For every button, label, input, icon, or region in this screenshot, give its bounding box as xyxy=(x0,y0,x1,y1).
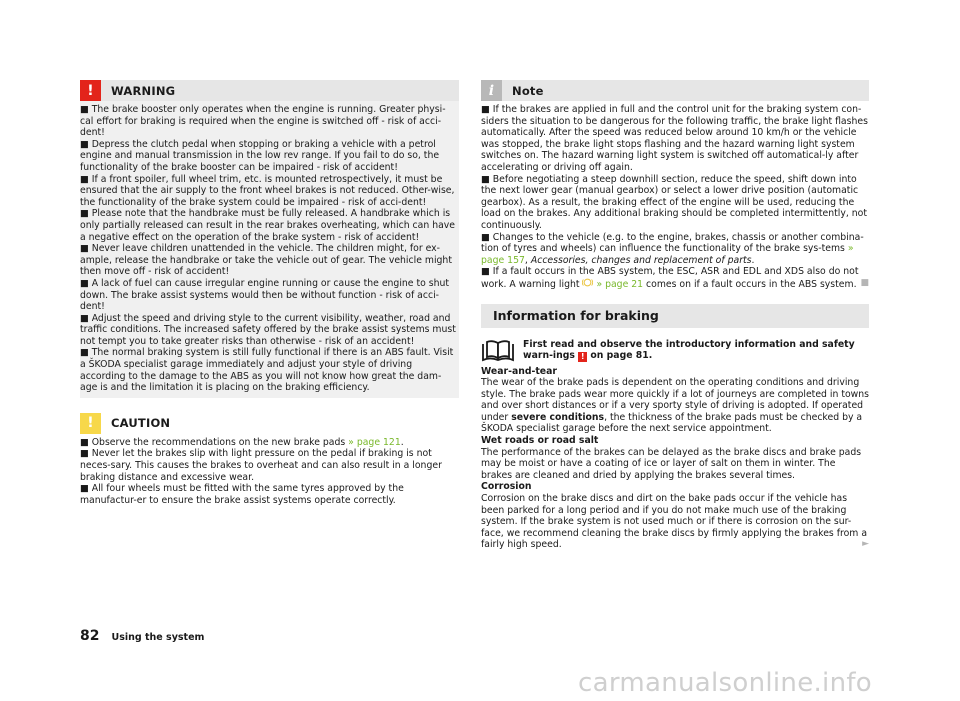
note-title: Note xyxy=(512,83,544,98)
page-section-title: Using the system xyxy=(111,632,205,643)
note-item-text: . xyxy=(751,254,755,266)
page-link[interactable]: » page 157 xyxy=(481,243,854,266)
open-book-icon xyxy=(481,339,515,363)
subheading-wear: Wear-and-tear xyxy=(481,365,557,377)
intro-text xyxy=(523,339,869,363)
end-of-section-icon: ■ xyxy=(860,277,869,288)
note-item: ■ Before negotiating a steep downhill section, reduce the speed, shift down into the next lower gear (manual gearbox) or select a lower drive position (automatic gearbox). As a result, the braking effect of the engine will be used, reducing the load on the brakes. Any additional braking should be completed intermittently, not continuously. xyxy=(481,173,868,231)
abs-warning-light-icon xyxy=(582,278,593,292)
caution-title: CAUTION xyxy=(111,416,171,431)
page-link[interactable]: » page 121 xyxy=(348,436,401,448)
caution-item: ■ Never let the brakes slip with light pressure on the pedal if braking is not neces-sary. This causes the brakes to overheat and can also result in a longer braking distance and excessive wear. xyxy=(80,448,442,483)
warning-item: ■ Depress the clutch pedal when stopping or braking a vehicle with a petrol engine and manual transmission in the low rev range. If you fail to do so, the functionality of the brake booster can be impaired - risk of accident! xyxy=(80,138,440,173)
warning-title: WARNING xyxy=(111,83,176,98)
caution-body xyxy=(80,434,459,507)
note-item-text: ■ Changes to the vehicle (e.g. to the engine, brakes, chassis or another combina-tion of tyres and wheels) can influence the functionality of the brake sys-tems xyxy=(481,231,864,255)
page-link[interactable]: » page 21 xyxy=(596,278,644,290)
warning-item: ■ A lack of fuel can cause irregular engine running or cause the engine to shut down. The brake assist systems would then be without function - risk of acci-dent! xyxy=(80,277,450,313)
warning-item: ■ Adjust the speed and driving style to the current visibility, weather, road and traffic conditions. The increased safety offered by the brake assist systems must not tempt you to take greater risks than otherwise - risk of an accident! xyxy=(80,312,456,347)
caution-item-text: . xyxy=(400,436,404,448)
warning-icon: ! xyxy=(80,80,101,101)
caution-item-text: ■ Observe the recommendations on the new brake pads xyxy=(80,436,349,448)
intro-text-part: on page 81. xyxy=(587,350,653,362)
page-number: 82 xyxy=(80,628,100,644)
caution-item: ■ All four wheels must be fitted with the same tyres approved by the manufactur-er to ensure the brake assist systems operate correctly. xyxy=(80,483,404,506)
watermark: carmanualsonline.info xyxy=(578,668,873,698)
paragraph-text: , the thickness of the brake pads must be checked by a ŠKODA specialist garage before the next service appointment. xyxy=(481,411,863,435)
warning-item: ■ Never leave children unattended in the vehicle. The children might, for ex-ample, release the handbrake or take the vehicle out of gear. The vehicle might then move off - risk of accident! xyxy=(80,243,452,278)
caution-header xyxy=(80,413,459,434)
caution-icon: ! xyxy=(80,413,101,434)
continue-arrow-icon: ► xyxy=(862,539,869,550)
subheading-wet-roads: Wet roads or road salt xyxy=(481,435,599,447)
right-column xyxy=(481,80,869,551)
warning-item: ■ The normal braking system is still fully functional if there is an ABS fault. Visit a ŠKODA specialist garage immediately and adjust your style of driving according to the damage to the ABS as you will not know how great the dam-age is and the limitation it is placing on the braking efficiency. xyxy=(80,347,454,394)
note-item xyxy=(481,266,869,291)
note-header xyxy=(481,80,869,101)
warning-header xyxy=(80,80,459,101)
section-heading: Information for braking xyxy=(481,304,869,328)
left-column xyxy=(80,80,459,506)
section-body xyxy=(481,363,869,552)
note-item-text: comes on if a fault occurs in the ABS system. xyxy=(643,278,857,290)
paragraph-wet-roads: The performance of the brakes can be delayed as the brake discs and brake pads may be moist or have a coating of ice or layer of salt on them in winter. The brakes are cleaned and dried by applying the brakes several times. xyxy=(481,446,862,481)
subheading-corrosion: Corrosion xyxy=(481,481,532,493)
warning-body xyxy=(80,101,459,398)
paragraph-wear xyxy=(481,377,869,435)
paragraph-text: Corrosion on the brake discs and dirt on the bake pads occur if the vehicle has been parked for a long period and if you do not make much use of the braking system. If the brake system is not used much or if there is corrosion on the sur-face, we recommend cleaning the brake discs by firmly applying the brakes from a fairly high speed. xyxy=(481,493,868,551)
intro-row xyxy=(481,339,869,363)
warning-item: ■ If a front spoiler, full wheel trim, etc. is mounted retrospectively, it must be ensured that the air supply to the front wheel brakes is not reduced. Other-wise, the functionality of the brake system could be impaired - risk of acci-dent! xyxy=(80,173,455,208)
note-item xyxy=(481,232,869,267)
paragraph-bold: severe conditions xyxy=(511,411,605,423)
note-item-text: , xyxy=(524,254,531,266)
paragraph-text: The wear of the brake pads is dependent on the operating conditions and driving style. The brake pads wear more quickly if a lot of journeys are completed in towns and over short distances or if a very sporty style of driving is adopted. If operated under xyxy=(481,377,870,423)
caution-item xyxy=(80,437,459,449)
warning-item: ■ The brake booster only operates when the engine is running. Greater physi-cal effort for braking is required when the engine is switched off - risk of acci-dent! xyxy=(80,104,446,139)
info-icon: i xyxy=(481,80,502,101)
note-item: ■ If the brakes are applied in full and the control unit for the braking system con-siders the situation to be dangerous for the following traffic, the brake light flashes automatically. After the speed was reduced below around 10 km/h or the vehicle was stopped, the brake light stops flashing and the hazard warning light system switches on. The hazard warning light system is switched off automatical-ly after accelerating or driving off again. xyxy=(481,104,868,173)
warning-item: ■ Please note that the handbrake must be fully released. A handbrake which is only partially released can result in the rear brakes overheating, which can have a negative effect on the operation of the brake system - risk of accident! xyxy=(80,208,456,243)
note-body xyxy=(481,101,869,292)
paragraph-corrosion xyxy=(481,493,869,551)
page-footer xyxy=(80,628,204,644)
note-item-text: ■ If a fault occurs in the ABS system, the ESC, ASR and EDL and XDS also do not work. A warning light xyxy=(481,266,859,290)
warning-small-icon: ! xyxy=(578,352,587,362)
note-item-italic: Accessories, changes and replacement of parts xyxy=(530,254,752,266)
intro-text-part: First read and observe the introductory information and safety warn-ings xyxy=(523,338,855,362)
